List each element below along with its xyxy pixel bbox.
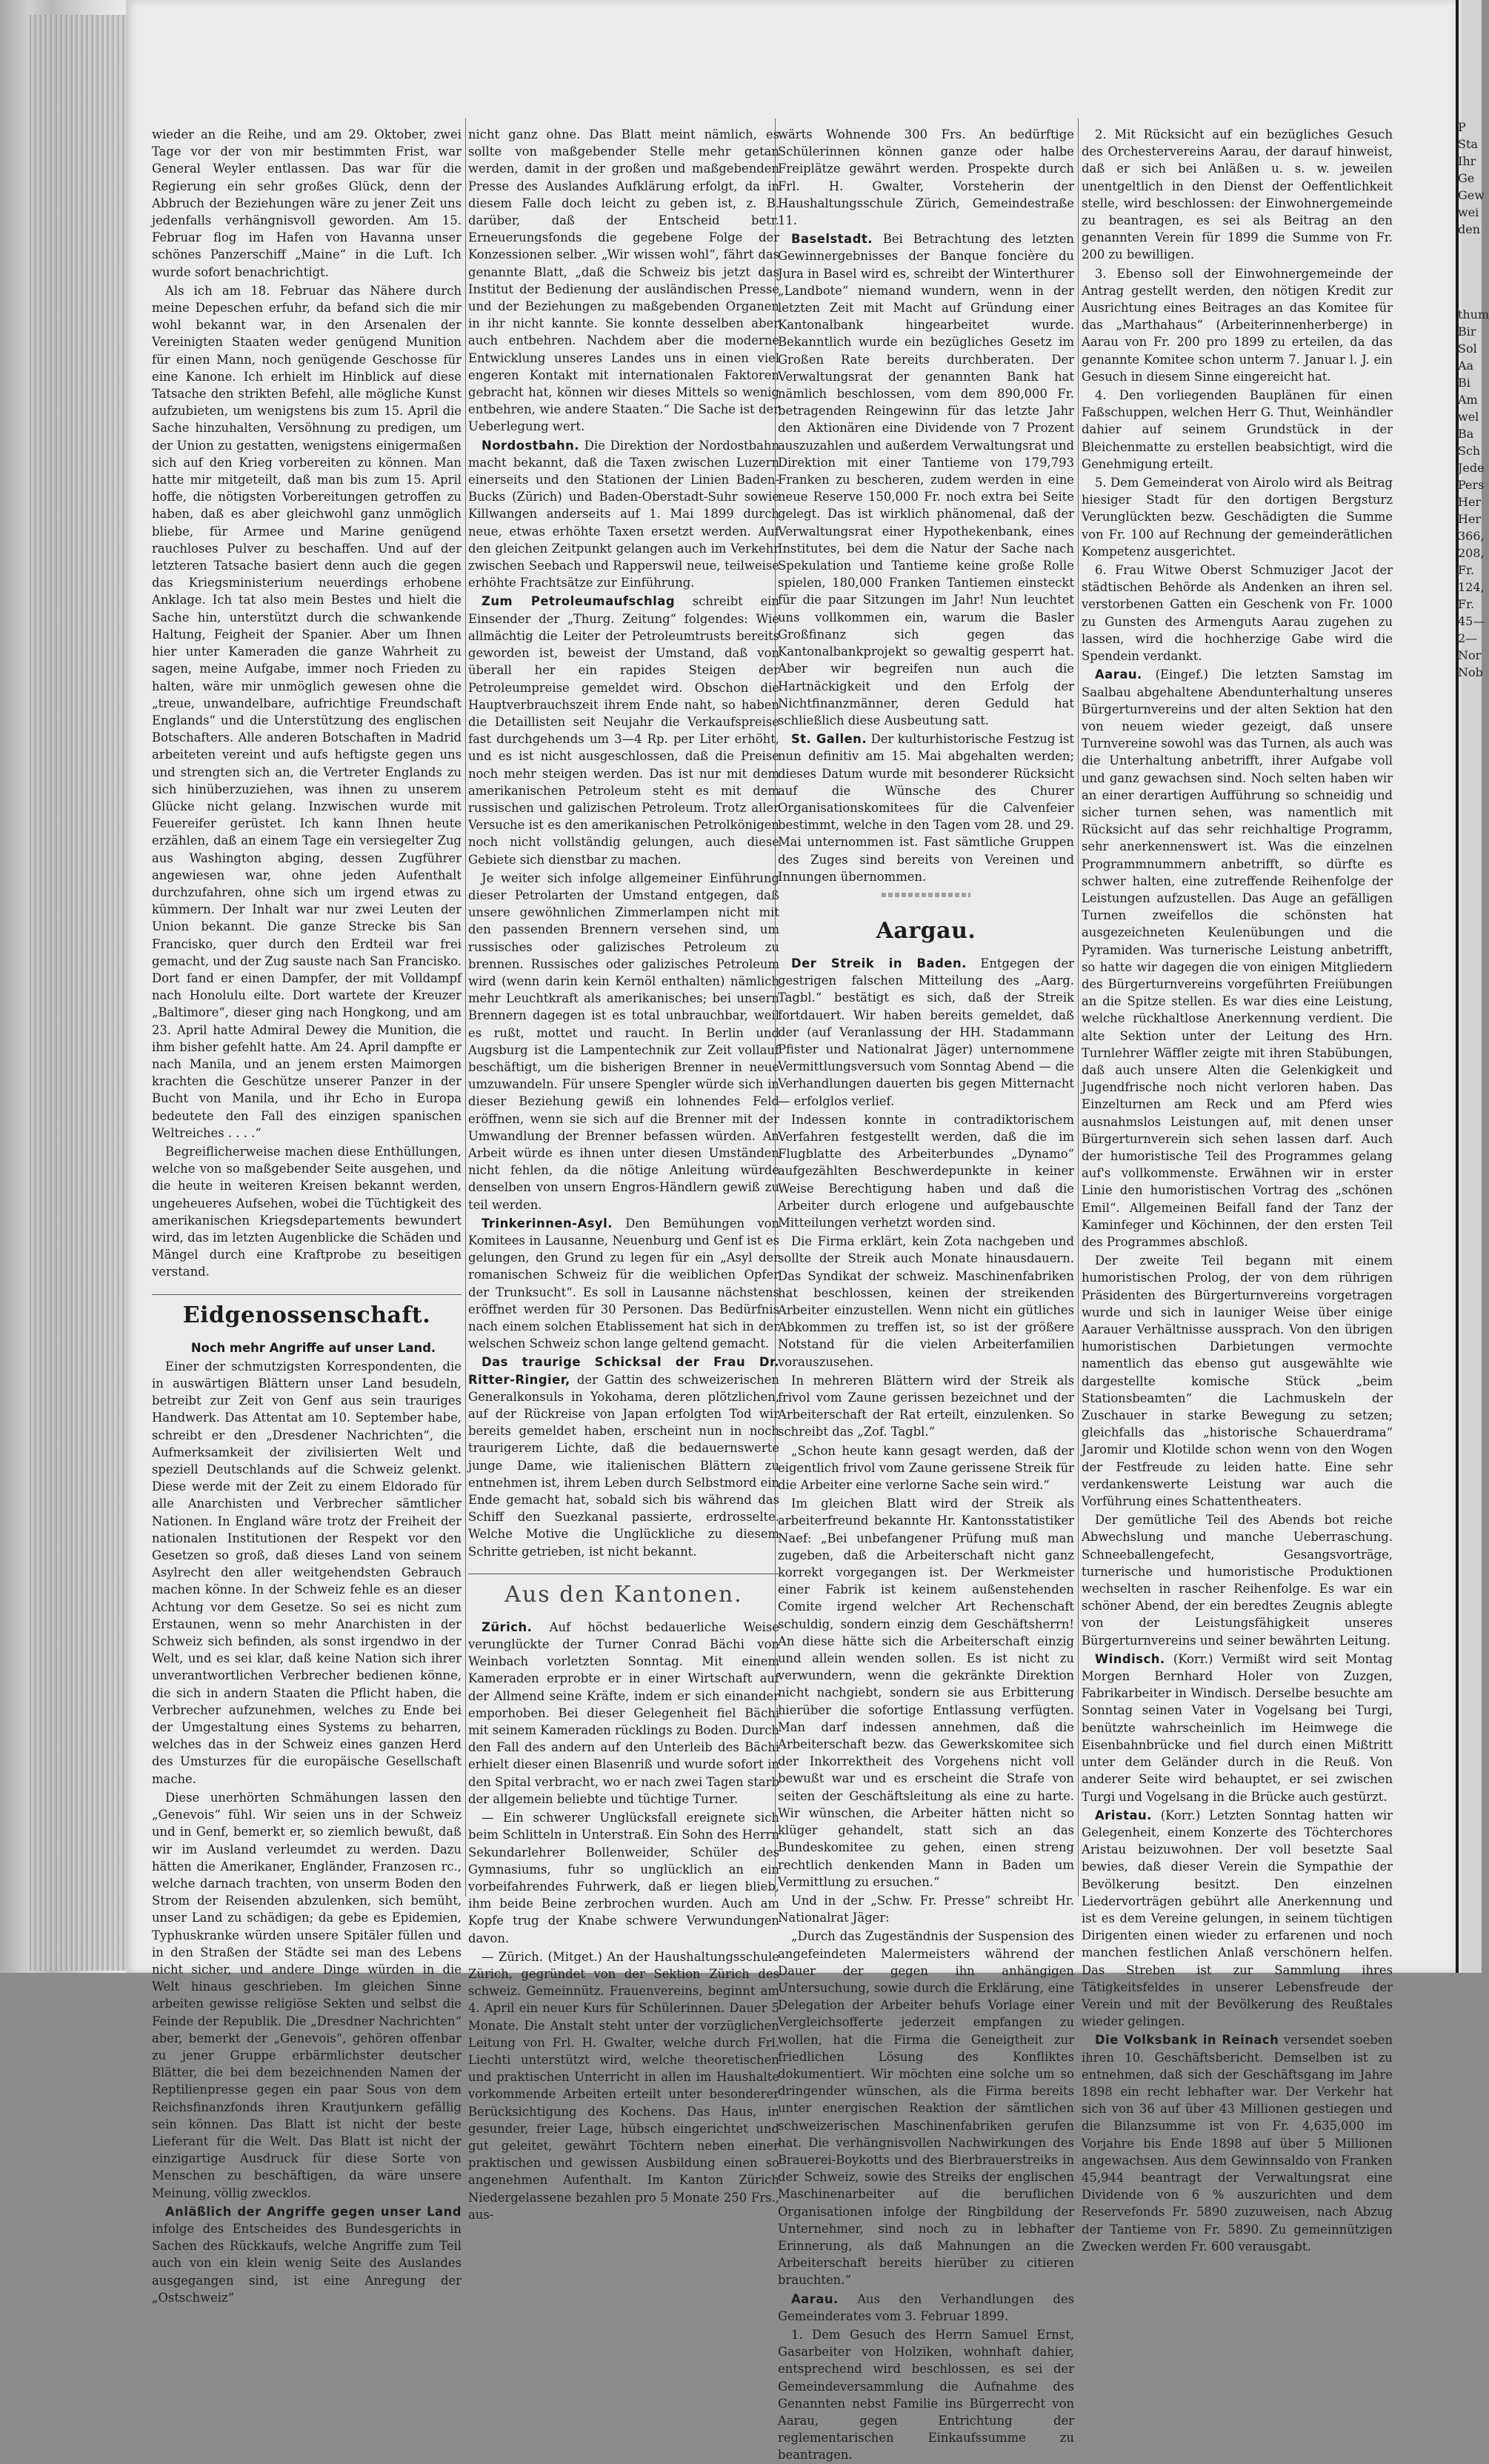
section-title-aus-den-kantonen: Aus den Kantonen. (468, 1574, 779, 1611)
article-keyword: Der Streik in Baden. (791, 956, 967, 970)
column-rule-3 (1078, 119, 1079, 1897)
article-keyword: Das traurige Schicksal der Frau Dr. Ritter-Ringier, (468, 1355, 779, 1387)
article-keyword: Baselstadt. (791, 232, 873, 247)
article-text: Den Bemühungen von Komitees in Lausanne, Neuenburg und Genf ist es gelungen, den Grund zu legen für ein „Asyl der romanischen Schweiz für die weiblichen Opfer der Trunksucht“. Es soll in Lausanne nächstens eröffnet werden für 30 Personen. Das Bedürfnis nach einem solchen Etablissement hat sich in der welschen Schweiz schon lange geltend gemacht. (468, 1216, 780, 1351)
article-keyword: Trinkerinnen-Asyl. (482, 1216, 613, 1231)
article-paragraph: Begreiflicherweise machen diese Enthüllungen, welche von so maßgebender Seite ausgehen, und die heute in weiteren Kreisen bekannt werden, ungeheueres Aufsehen, wobei die Tüchtigkeit des amerikanischen Kriegsdepartements bewundert wird, das im letzten Augenblicke die Schäden und Mängel durch eine Kraftprobe zu beseitigen verstand. (152, 1144, 462, 1279)
article-text: (Eingef.) Die letzten Samstag im Saalbau abgehaltene Abendunterhaltung unseres Bürgerturnvereins und der alten Sektion hat den von neuem wieder gezeigt, daß unsere Turnvereine sowohl was das Turnen, als auch was die Unterhaltung anbetrifft, ihrer Aufgabe voll und ganz gewachsen sind. Noch selten haben wir an einer derartigen Aufführung so schneidig und sicher turnen sehen, was namentlich mit Rücksicht auf das sehr reichhaltige Programm, sehr anerkennenswert ist. Was die einzelnen Programmnummern anbetrifft, so dürfte es schwer halten, eine zutreffende Reihenfolge der Leistungen aufzustellen. Das Auge an gefälligen Turnen zweifellos die schönsten hat ausgezeichneten Keulenübungen und die Pyramiden. Was turnerische Leistung anbetrifft, so hatte wir dagegen die von einigen Mitgliedern des Bürgerturnvereins vorgeführten Freiübungen an die Spitze stellen. Es war dies eine Leistung, welche rückhaltlose Anerkennung verdient. Die alte Sektion unter der Leitung des Hrn. Turnlehrer Wäffler zeigte mit ihren Stabübungen, daß auch unsere Alten die Gelenkigkeit und Jugendfrische noch nicht verloren haben. Das Einzelturnen am Reck und am Pferd wies ausnahmslos Leistungen auf, mit denen unser Bürgerturnverein sich sehen lassen darf. Auch der humoristische Teil des Programmes gelang auf's vollkommenste. Erwähnen wir in erster Linie den humoristischen Vortrag des „schönen Emil“. Allgemeinen Beifall fand der Tanz der Kaminfeger und Köchinnen, der den ersten Teil des Programmes abschloß. (1082, 667, 1393, 1249)
strip-fragment (1458, 238, 1482, 255)
column-4 (1082, 126, 1393, 2254)
strip-fragment: Gew (1458, 188, 1485, 202)
article-keyword: Aristau. (1095, 1808, 1152, 1822)
strip-fragment (1458, 272, 1482, 289)
strip-fragment (1458, 255, 1482, 272)
article-paragraph: Im gleichen Blatt wird der Streik als arbeiterfreund bekannte Hr. Kantonsstatistiker Naef: „Bei unbefangener Prüfung muß man zugeben, daß die Arbeiterschaft nicht ganz korrekt vorgegangen ist. Der Werkmeister einer Fabrik ist keinem außenstehenden Comite irgend welcher Art Rechenschaft schuldig, sondern einzig dem Geschäftsherrn! An diese hätte sich die Arbeiterschaft einzig und allein wenden sollen. Es ist nicht zu verwundern, wenn die gekränkte Direktion nicht nachgiebt, sondern sie aus Erbitterung hierüber die sofortige Entlassung verfügten. Man darf indessen annehmen, daß die Arbeiterschaft bezw. das Gewerkskomitee sich der Inkorrektheit des Vorgehens nicht voll bewußt war und es erscheint die Strafe von seiten der Geschäftsleitung als eine zu harte. Wir wünschen, die Arbeiter hätten nicht so klüger gehandelt, statt sich an das Bundeskomitee zu gehen, einen streng rechtlich denkenden Mann in Baden um Vermittlung zu ersuchen.“ (778, 1496, 1074, 1889)
article-paragraph: Als ich am 18. Februar das Nähere durch meine Depeschen erfuhr, da befand sich die mir wohl bekannt war, in den Arsenalen der Vereinigten Staaten weder genügend Munition für einen Mann, noch genügende Geschosse für eine Kanone. Ich erhielt im Hinblick auf diese Tatsache den strikten Befehl, alle mögliche Kunst aufzubieten, um wenigstens bis zum 15. April die Sache hinzuhalten, Versöhnung zu predigen, um der Union zu gestatten, wenigstens einigermaßen sich auf den Krieg vorbereiten zu können. Man hatte mir mitgeteilt, daß man bis zum 15. April hoffe, die nötigsten Vorbereitungen getroffen zu haben, daß es aber gleichwohl ganz unmöglich bliebe, für Armee und Marine genügend rauchloses Pulver zu beschaffen. Und auf der letzteren Tatsache basiert denn auch die gegen das Kriegsministerium neuerdings erhobene Anklage. Ich tat also mein Bestes und hielt die Sache hin, unterstützt durch die schwankende Haltung, Feigheit der Spanier. Aber um Ihnen hier unter Kameraden die ganze Wahrheit zu sagen, meine Aufgabe, immer noch Frieden zu halten, wäre mir unmöglich gewesen ohne die „treue, unwandelbare, aufrichtige Freundschaft Englands“ und die Unterstützung des englischen Botschafters. Alle anderen Botschaften in Madrid arbeiteten vereint und aufs heftigste gegen uns und strengten sich an, die Vertreter Englands zu sich hinüberzuziehen, was ihnen zu unserem Glücke nicht gelang. Inzwischen wurde mit Feuereifer gerüstet. Ich kann Ihnen heute erzählen, daß an einem Tage ein versiegelter Zug aus Washington abging, dessen Zugführer angewiesen war, ohne jeden Aufenthalt durchzufahren, ohne sich um irgend etwas zu kümmern. Der Inhalt war nur zwei Leuten der Union bekannt. Die ganze Strecke bis San Francisko, quer durch den Erdteil war frei gemacht, und der Zug sauste nach San Francisko. Dort fand er einen Dampfer, der mit Volldampf nach Honolulu eilte. Dort wartete der Kreuzer „Baltimore“, dieser ging nach Hongkong, und am 23. April hatte Admiral Dewey die Munition, die ihm bisher gefehlt hatte. Am 24. April dampfte er nach Manila, und an jenem ersten Maimorgen krachten die Geschütze unserer Panzer in der Bucht von Manila, und ihr Echo in Europa bedeutete den Fall des einzigen spanischen Weltreiches . . . .“ (152, 283, 462, 1140)
strip-fragment: den (1458, 222, 1481, 236)
article-keyword: Nordostbahn. (482, 438, 580, 453)
article-paragraph: 4. Den vorliegenden Bauplänen für einen Faßschuppen, welchen Herr G. Thut, Weinhändler dahier auf seinem Grundstück in der Bleichenmatte zu erstellen beabsichtigt, wird die Genehmigung erteilt. (1082, 388, 1393, 471)
article-paragraph: Einer der schmutzigsten Korrespondenten, die in auswärtigen Blättern unser Land besudeln, betreibt zur Zeit von Genf aus sein trauriges Handwerk. Das Attentat am 10. September habe, schreibt er den „Dresdener Nachrichten“, die Aufmerksamkeit der zivilisierten Welt und speziell Deutschlands auf die Schweiz gelenkt. Diese werde mit der Zeit zu einem Eldorado für alle Anarchisten und Verbrecher sämtlicher Nationen. In England wäre trotz der Freiheit der nationalen Institutionen der Respekt vor den Gesetzen so groß, daß dieses Land von seinem Asylrecht den aller weitgehendsten Gebrauch machen könne. In der Schweiz fehle es an dieser Achtung vor dem Gesetze. So sei es nicht zum Erstaunen, wenn so mehr Anarchisten in der Schweiz sich befinden, als sonst irgendwo in der Welt, und es sei klar, daß keine Nation sich ihrer unverantwortlichen Verbrecher bedienen könne, die sich in andern Staaten die Pflicht haben, die Verbrecher aufzunehmen, welches zu Ende bei der Umgestaltung eines Systems zu beharren, welches das in der Schweiz eines ganzen Herd des Umsturzes für die europäische Gesellschaft mache. (152, 1359, 462, 1786)
article-paragraph: Je weiter sich infolge allgemeiner Einführung dieser Petrolarten der Umstand entgegen, daß unsere gewöhnlichen Zimmerlampen nicht mit den passenden Brennern versehen sind, um russisches oder galizisches Petroleum zu brennen. Russisches oder galizisches Petroleum wird (wenn darin kein Kernöl enthalten) nämlich mehr Leuchtkraft als amerikanisches; bei unsern Brennern dagegen ist es total unbrauchbar, weil es rußt, mottet und raucht. In Berlin und Augsburg ist die Lampentechnik zur Zeit vollauf beschäftigt, um die bisherigen Brenner in neue umzuwandeln. Für unsere Spengler würde sich in dieser Beziehung gewiß ein lohnendes Feld eröffnen, wenn sie sich auf die Brenner mit der Umwandlung der Brenner befassen würden. An Arbeit würde es ihnen unter diesen Umständen nicht fehlen, da die nötige Anleitung würde denselben von unsern Engros-Händlern gewiß zu teil werden. (468, 870, 779, 1212)
subheading: Noch mehr Angriffe auf unser Land. (190, 1340, 436, 1355)
article-keyword: Anläßlich der Angriffe gegen unser Land (165, 2204, 462, 2219)
article-paragraph: — Zürich. (Mitget.) An der Haushaltungsschule Zürich, gegründet von der Sektion Zürich des schweiz. Gemeinnütz. Frauenvereins, beginnt am 4. April ein neuer Kurs für Schülerinnen. Dauer 5 Monate. Die Anstalt steht unter der vorzüglichen Leitung von Frl. H. Gwalter, welche durch Frl. Liechti unterstützt wird, welche theoretischen und praktischen Unterricht in allen im Haushalte vorkommende Arbeiten erteilt unter besonderer Berücksichtigung des Kochens. Das Haus, in gesunder, freier Lage, hübsch eingerichtet und gut geleitet, gewährt Töchtern neben einer praktischen und gewissen Ausbildung einen so angenehmen Aufenthalt. Im Kanton Zürich Niedergelassene bezahlen pro 5 Monate 250 Frs., aus- (468, 1949, 779, 2222)
article-paragraph: „Schon heute kann gesagt werden, daß der eigentlich frivol vom Zaune gerissene Streik für die Arbeiter eine verlorne Sache sein wird.“ (778, 1443, 1074, 1493)
article-text: Aus den Verhandlungen des Gemeinderates vom 3. Februar 1899. (778, 2291, 1074, 2323)
strip-fragment: 2— (1458, 631, 1478, 645)
strip-fragment: wei (1458, 205, 1479, 219)
strip-fragment: 366, (1458, 529, 1485, 543)
strip-fragment: P (1458, 120, 1466, 134)
page-stack-edge (30, 15, 130, 1971)
strip-fragment: Jede (1458, 461, 1485, 475)
article-paragraph: wärts Wohnende 300 Frs. An bedürftige Schülerinnen können ganze oder halbe Freiplätze gewährt werden. Prospekte durch Frl. H. Gwalter, Vorsteherin der Haushaltungsschule Zürich, Gemeindestraße 11. (778, 127, 1074, 228)
article-keyword: Aarau. (791, 2291, 839, 2306)
article-text: infolge des Entscheides des Bundesgerichts in Sachen des Rückkaufs, welche Angriffe zum Teil auch von ein klein wenig Seite des Auslandes ausgegangen sind, ist eine Anregung der „Ostschweiz“ (152, 2221, 462, 2305)
article-paragraph: Diese unerhörten Schmähungen lassen den „Genevois“ fühl. Wir seien uns in der Schweiz und in Genf, bemerkt er, so ziemlich bewußt, daß wir im Ausland verleumdet zu werden. Dazu hätten die Amerikaner, Engländer, Franzosen rc., welche darnach trachten, von unserm Boden den Strom der Reisenden abzulenken, sich bemüht, unser Land zu schädigen; da gebe es Epidemien, Typhuskranke würden unsere Spitäler füllen und in den Straßen der Städte sei man des Lebens nicht sicher, und andere Dinge würden in die Welt hinaus geschrieben. Im gleichen Sinne arbeiten gewisse religiöse Sekten und selbst die Feinde der Republik. Die „Dresdner Nachrichten“ aber, bemerkt der „Genevois“, gehören offenbar zu jener Gruppe erbärmlichster deutscher Blätter, die bei dem bezeichnenden Namen der Reptilienpresse gegen ein paar Sous von dem Reichsfinanzfonds ihren Krautjunkern gefällig sein können. Das Blatt ist nicht der beste Lieferant für die Welt. Das Blatt ist nicht der einzigartige Ausdruck für diese Sorte von Menschen zu beschäftigen, da wäre unsere Meinung, völlig zwecklos. (152, 1790, 462, 2200)
strip-fragment: Sol (1458, 342, 1477, 356)
article-paragraph: Der gemütliche Teil des Abends bot reiche Abwechslung und manche Ueberraschung. Schneeballengefecht, Gesangsvorträge, turnerische und humoristische Produktionen wechselten in rascher Reihenfolge. Es war ein schöner Abend, der ein beredtes Zeugnis ablegte von der Leistungsfähigkeit unseres Bürgerturnvereins und seiner bewährten Leitung. (1082, 1513, 1393, 1648)
article-paragraph: 3. Ebenso soll der Einwohnergemeinde der Antrag gestellt werden, den nötigen Kredit zur Ausrichtung eines Beitrages an das Komitee für das „Marthahaus“ (Arbeiterinnenherberge) in Aarau von Fr. 200 pro 1899 zu erteilen, da das genannte Komitee schon unterm 7. Januar l. J. ein Gesuch in diesem Sinne eingereicht hat. (1082, 266, 1393, 384)
section-title-eidgenossenschaft: Eidgenossenschaft. (152, 1294, 462, 1332)
strip-fragment: thum (1458, 307, 1489, 322)
article-text: Entgegen der gestrigen falschen Mitteilung des „Aarg. Tagbl.“ bestätigt es sich, daß der Streik fortdauert. Wir haben bereits gemeldet, daß der (auf Veranlassung der HH. Stadammann Pfister und Nationalrat Jäger) unternommene Vermittlungsversuch vom Sonntag Abend — die Verhandlungen dauerten bis gegen Mitternacht — erfolglos verlief. (778, 956, 1074, 1108)
article-text: (Korr.) Letzten Sonntag hatten wir Gelegenheit, einem Konzerte des Töchterchores Aristau beizuwohnen. Der voll besetzte Saal bewies, daß dieser Verein die Sympathie der Bevölkerung besitzt. Den einzelnen Liedervorträgen gebührt alle Anerkennung und ist es dem Vereine gelungen, in seinem tüchtigen Dirigenten einen wieder zu erfarenen und noch manchen festlichen Anlaß verschönern helfen. Das Streben ist zur Sammlung ihres Tätigkeitsfeldes in unserer Lebensfreude der Verein und mit der Bevölkerung des Reußtales wieder gelingen. (1082, 1808, 1393, 2029)
section-title-aargau: Aargau. (876, 917, 976, 944)
article-keyword: Aarau. (1095, 667, 1142, 682)
article-text: der Gattin des schweizerischen Generalkonsuls in Yokohama, deren plötzlichen, auf der Rückreise von Japan erfolgten Tod wir bereits gemeldet haben, erscheint nun in noch traurigerem Lichte, daß die bedauernswerte junge Dame, wie italienischen Blättern zu entnehmen ist, ihrem Leben durch Selbstmord ein Ende gemacht hat, sobald sich bis während das Schiff den Suezkanal passierte, erdrosselte. Welche Motive die Unglückliche zu diesem Schritte getrieben, ist nicht bekannt. (468, 1372, 779, 1559)
column-3 (778, 126, 1075, 2463)
article-paragraph: Indessen konnte in contradiktorischem Verfahren festgestellt werden, daß die im Flugblatte des Arbeiterbundes „Dynamo“ aufgezählten Beschwerdepunkte in keiner Weise Berechtigung haben und daß die Arbeiter durch erlogene und aufgebauschte Mitteilungen verhetzt worden sind. (778, 1112, 1074, 1230)
column-2 (468, 126, 780, 2222)
separator-ornament (882, 893, 970, 897)
article-paragraph: Und in der „Schw. Fr. Presse“ schreibt Hr. Nationalrat Jäger: (778, 1893, 1074, 1925)
article-paragraph: wieder an die Reihe, und am 29. Oktober, zwei Tage vor der von mir bestimmten Frist, war General Weyler entlassen. Das war für die Regierung ein sehr großes Glück, denn der Abbruch der Beziehungen wäre zu jener Zeit uns jedenfalls verhängnisvoll geworden. Am 15. Februar flog im Hafen von Havanna unser schönes Panzerschiff „Maine“ in die Luft. Ich wurde sofort benachrichtigt. (152, 127, 462, 279)
article-text: Bei Betrachtung des letzten Gewinnergebnisses der Banque foncière du Jura in Basel wird es, schreibt der Winterthurer „Landbote“ niemand wundern, wenn in der letzten Zeit mit Macht auf Gründung einer Kantonalbank hingearbeitet wurde. Bekanntlich wurde ein bezügliches Gesetz im Großen Rate bereits durchberaten. Der Verwaltungsrat der genannten Bank hat nämlich beschlossen, vom dem 890,000 Fr. betragenden Reingewinn für das letzte Jahr den Aktionären eine Dividende von 7 Prozent auszuzahlen und außerdem Verwaltungsrat und Direktion mit einer Tantieme von 179,793 Franken zu bescheren, zudem werden in eine neue Reserve 150,000 Fr. noch extra bei Seite gelegt. Das ist wirklich phänomenal, daß der Verwaltungsrat einer Hypothekenbank, eines Institutes, bei dem die Natur der Sache nach Spekulation und Tantieme keine große Rolle spielen, 180,000 Franken Tantiemen einsteckt für die paar Sitzungen im Jahr! Nun leuchtet uns vollkommen ein, warum die Basler Großfinanz sich gegen das Kantonalbankprojekt so gewaltig gesperrt hat. Aber wir begreifen nun auch die Hartnäckigkeit und den Erfolg der Nichtfinanzmänner, deren Geduld hat schließlich diese Ausbeutung satt. (778, 232, 1074, 727)
strip-fragment: Fr. (1458, 597, 1475, 611)
strip-fragment: Pers (1458, 478, 1485, 492)
article-paragraph: 1. Dem Gesuch des Herrn Samuel Ernst, Gasarbeiter von Holziken, wohnhaft dahier, entsprechend wird beschlossen, es sei der Gemeindeversammlung die Aufnahme des Genannten nebst Familie ins Bürgerrecht von Aarau, gegen Entrichtung der reglementarischen Einkaufssumme zu beantragen. (778, 2327, 1074, 2463)
strip-fragment: wel (1458, 410, 1479, 424)
article-text: Der kulturhistorische Festzug ist nun definitiv am 15. Mai abgehalten werden; dieses Datum wurde mit besonderer Rücksicht auf die Wünsche des Churer Organisationskomitees für die Calvenfeier bestimmt, welche in den Tagen vom 28. und 29. Mai unternommen ist. Fast sämtliche Gruppen des Zuges sind bereits von Vereinen und Innungen übernommen. (778, 732, 1075, 884)
article-keyword: Windisch. (1095, 1651, 1165, 1666)
article-paragraph: 5. Dem Gemeinderat von Airolo wird als Beitrag hiesiger Stadt für den dortigen Bergsturz Verunglückten bezw. Geschädigten die Summe von Fr. 100 auf Rechnung der gemeinderätlichen Kompetenz ausgerichtet. (1082, 476, 1393, 559)
next-page-text-fragments (1458, 119, 1489, 681)
strip-fragment: 45— (1458, 614, 1485, 628)
article-paragraph: 6. Frau Witwe Oberst Schmuziger Jacot der städtischen Behörde als Andenken an ihren sel. verstorbenen Gatten ein Geschenk von Fr. 1000 zu Gunsten des Armenguts Aarau zugehen zu lassen, wird die hochherzige Gabe wird die Spendein verdankt. (1082, 563, 1393, 664)
strip-fragment: Aa (1458, 359, 1474, 373)
article-text: Auf höchst bedauerliche Weise verunglückte der Turner Conrad Bächi von Weinbach vorletzten Sonntag. Mit einem Kameraden erprobte er in einer Wirtschaft auf der Allmend seine Kräfte, indem er sich einander emporhoben. Bei dieser Gelegenheit fiel Bächi mit seinem Kameraden rücklings zu Boden. Durch den Fall des andern auf den Unterleib des Bächi erhielt dieser einen Blasenriß und wurde sofort in den Spital verbracht, wo er nach zwei Tagen starb der allgemein beliebte und tüchtige Turner. (468, 1619, 779, 1806)
article-keyword: Die Volksbank in Reinach (1095, 2033, 1279, 2048)
strip-fragment: Nor (1458, 648, 1482, 662)
article-keyword: Zum Petroleumaufschlag (482, 594, 676, 609)
strip-fragment: Fr. (1458, 563, 1475, 577)
column-1 (152, 126, 462, 2305)
article-paragraph: Die Firma erklärt, kein Zota nachgeben und sollte der Streik auch Monate hinausdauern. Das Syndikat der schweiz. Maschinenfabriken hat beschlossen, keinen der streikenden Arbeiter einzustellen. Wenn nicht ein gütliches Abkommen zu treffen ist, so ist der größere Notstand für die vielen Arbeiterfamilien vorauszusehen. (778, 1234, 1074, 1369)
article-paragraph: In mehreren Blättern wird der Streik als frivol vom Zaune gerissen bezeichnet und der Arbeiterschaft der Rat erteilt, einzulenken. So schreibt das „Zof. Tagbl.“ (778, 1373, 1074, 1439)
strip-fragment: Am (1458, 393, 1478, 407)
article-paragraph: Der zweite Teil begann mit einem humoristischen Prolog, der von dem rührigen Präsidenten des Bürgerturnvereins vorgetragen wurde und sich in launiger Weise über einige Aarauer Verhältnisse aussprach. Von den übrigen humoristischen Darbietungen vermochte namentlich das ebenso gut ausgewählte wie dargestellte komische Stück „beim Stationsbeamten“ die Lachmuskeln der Zuschauer in starke Bewegung zu setzen; gleichfalls das „historische Schauerdrama“ Jaromir und Klotilde schon wenn von den Wogen der Festfreude zu leiden hatte. Eine sehr verdankenswerte Leistung war auch die Vorführung eines Schattentheaters. (1082, 1253, 1393, 1509)
strip-fragment: 124, (1458, 580, 1485, 594)
article-text: schreibt ein Einsender der „Thurg. Zeitung“ folgendes: Wie allmächtig die Leiter der Petroleumtrusts bereits geworden ist, beweist der Umstand, daß von überall her ein rapides Steigen der Petroleumpreise gemeldet wird. Obschon die Hauptverbrauchszeit ihrem Ende naht, so haben die Detaillisten seit Neujahr die Verkaufspreise fast durchgehends um 3—4 Rp. per Liter erhöht, und es ist nicht ausgeschlossen, daß die Preise noch mehr steigen werden. Das ist nur mit dem amerikanischen Petroleum steht es mit dem russischen und galizischen Petroleum. Trotz aller Versuche ist es den amerikanischen Petrolkönigen noch nicht vollständig gelungen, auch diese Gebiete sich dienstbar zu machen. (468, 594, 779, 867)
article-text: versendet soeben ihren 10. Geschäftsbericht. Demselben ist zu entnehmen, daß sich der Geschäftsgang im Jahre 1898 ein recht lebhafter war. Der Verkehr hat sich von 36 auf über 43 Millionen gestiegen und die Bilanzsumme ist von Fr. 4,635,000 im Vorjahre bis Ende 1898 auf über 5 Millionen angewachsen. Aus dem Gewinnsaldo von Franken 45,944 beantragt der Verwaltungsrat eine Dividende von 6 % auszurichten und dem Reservefonds Fr. 5890 zuzuweisen, nach Abzug der Tantieme von Fr. 5890. Zu gemeinnützigen Zwecken werden Fr. 600 verausgabt. (1082, 2033, 1393, 2254)
article-keyword: Zürich. (482, 1619, 533, 1634)
article-text: Die Direktion der Nordostbahn macht bekannt, daß die Taxen zwischen Luzern einerseits und den Stationen der Linien Baden-Bucks (Zürich) und Baden-Oberstadt-Suhr sowie Killwangen anderseits auf 1. Mai 1899 durch neue, etwas erhöhte Taxen ersetzt werden. Auf den gleichen Zeitpunkt gelangen auch im Verkehr zwischen Seebach und Rapperswil neue, teilweise erhöhte Frachtsätze zur Einführung. (468, 438, 779, 590)
strip-fragment: Nob (1458, 665, 1483, 679)
strip-fragment: Sch (1458, 444, 1481, 458)
column-rule-1 (465, 119, 466, 1897)
strip-fragment: Her (1458, 495, 1482, 509)
article-paragraph: „Durch das Zugeständnis der Suspension des angefeindeten Malermeisters während der Dauer der gegen ihn anhängigen Untersuchung, sowie durch die Erklärung, eine Delegation der Arbeiter behufs Vorlage einer Vergleichsofferte jederzeit empfangen zu wollen, hat die Firma die Geneigtheit zur friedlichen Lösung des Konfliktes dokumentiert. Wir möchten eine solche um so dringender wünschen, als die Firma bereits unter energischen Reaktion der sämtlichen schweizerischen Maschinenfabriken gerufen hat. Die verhängnisvollen Nachwirkungen des Brauerei-Boykotts und des Bierbrauerstreiks in der Schweiz, sowie des Streiks der englischen Maschinenarbeiter auf die beruflichen Organisationen infolge der Ringbildung der Unternehmer, sind noch zu in lebhafter Erinnerung, als daß Mahnungen an die Arbeiterschaft bereits hierüber zu citieren brauchten.“ (778, 1929, 1074, 2288)
strip-fragment: Her (1458, 512, 1482, 526)
article-paragraph: nicht ganz ohne. Das Blatt meint nämlich, es sollte von maßgebender Stelle mehr getan werden, damit in der großen und maßgebenden Presse des Auslandes Aufklärung erfolgt, da in diesem Falle doch leicht zu geben ist, z. B. darüber, daß der Entscheid betr. Erneuerungsfonds die gegebene Folge der Konzessionen selber. „Wir wissen wohl“, fährt das genannte Blatt, „daß die Schweiz bis jetzt das Institut der Bedienung der ausländischen Presse und der Beziehungen zu maßgebenden Organen in ihr nicht kannte. Sie konnte desselben aber auch entbehren. Nachdem aber die moderne Entwicklung unseres Landes uns in einen viel engeren Kontakt mit internationalen Faktoren gebracht hat, können wir dieses Mittels so wenig entbehren, wie andere Staaten.“ Die Sache ist der Ueberlegung wert. (468, 127, 779, 434)
article-keyword: St. Gallen. (791, 732, 867, 747)
article-paragraph: — Ein schwerer Unglücksfall ereignete sich beim Schlitteln in Unterstraß. Ein Sohn des Herrn Sekundarlehrer Bollenweider, Schüler des Gymnasiums, fuhr so unglücklich an ein vorbeifahrendes Fuhrwerk, daß er liegen blieb, ihm beide Beine zerbrochen wurden. Auch am Kopfe trug der Knabe schwere Verwundungen davon. (468, 1811, 779, 1945)
article-text: (Korr.) Vermißt wird seit Montag Morgen Bernhard Holer von Zuzgen, Fabrikarbeiter in Windisch. Derselbe besuchte am Sonntag seinen Vater in Vogelsang bei Turgi, benützte wahrscheinlich im Heimwege die Eisenbahnbrücke und fiel durch einen Mißtritt unter dem Geländer durch in die Reuß. Von anderer Seite wird behauptet, er sei zwischen Turgi und Vogelsang in die Brücke auch gestürzt. (1082, 1651, 1393, 1804)
strip-fragment: Ge (1458, 171, 1475, 185)
strip-fragment: Sta (1458, 137, 1478, 151)
strip-fragment: Ba (1458, 427, 1474, 441)
article-paragraph: 2. Mit Rücksicht auf ein bezügliches Gesuch des Orchestervereins Aarau, der darauf hinweist, daß er sich bei Anläßen u. s. w. jeweilen unentgeltlich in den Dienst der Oeffentlichkeit stelle, wird beschlossen: der Einwohnergemeinde zu beantragen, es sei als Beitrag an den genannten Verein für 1899 die Summe von Fr. 200 zu bewilligen. (1082, 127, 1393, 262)
strip-fragment: Bi (1458, 376, 1470, 390)
strip-fragment: Ihr (1458, 154, 1476, 168)
strip-fragment (1458, 289, 1482, 306)
strip-fragment: Bir (1458, 324, 1476, 339)
strip-fragment: 208, (1458, 546, 1485, 560)
